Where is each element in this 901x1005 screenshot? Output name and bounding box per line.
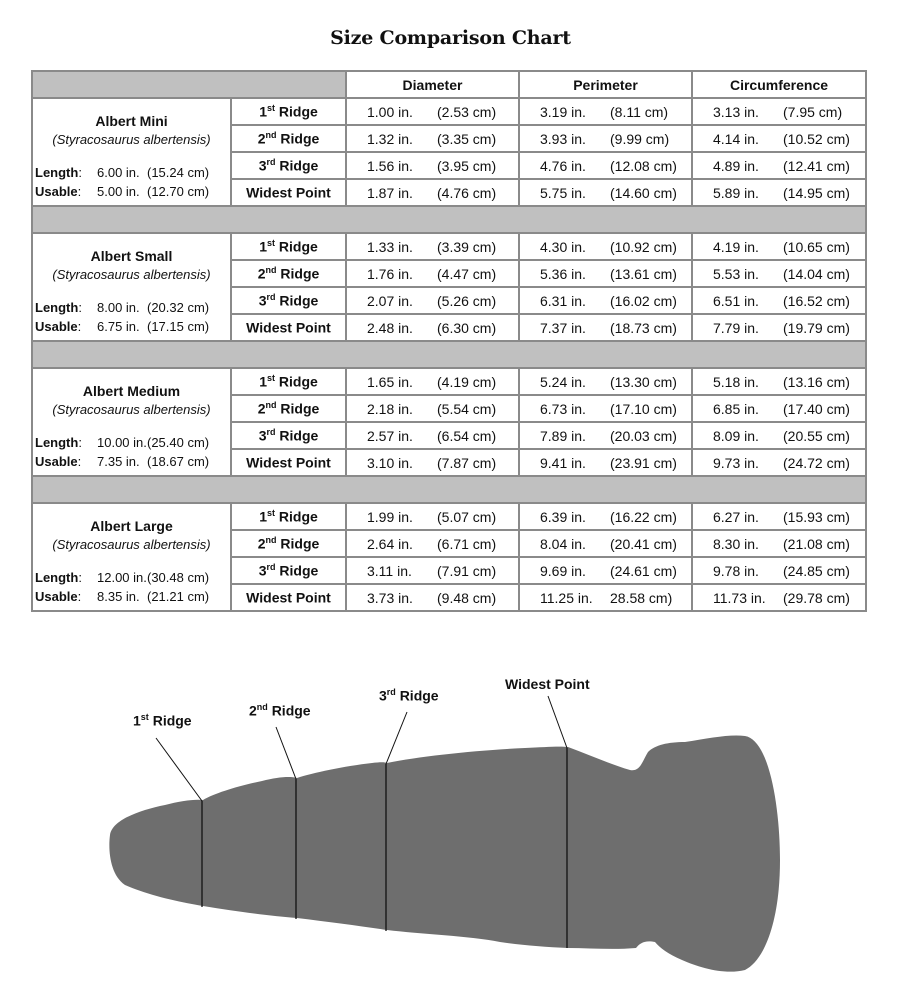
perimeter-value-cell <box>519 287 692 314</box>
part-word: Ridge <box>278 508 318 525</box>
circumference-inches: 4.89 in. <box>713 157 759 174</box>
measure-point-label <box>231 557 346 584</box>
length-label <box>35 568 97 587</box>
circumference-value-cell <box>692 395 866 422</box>
perimeter-centimeters: (14.60 cm) <box>610 184 677 201</box>
species-name: (Styracosaurus albertensis) <box>52 537 211 552</box>
diameter-value-cell <box>346 557 519 584</box>
usable-inches: 6.75 in. <box>97 319 140 334</box>
diameter-centimeters: (2.53 cm) <box>437 103 497 120</box>
diameter-centimeters: (6.71 cm) <box>437 535 497 552</box>
leader-line-widest <box>548 696 567 748</box>
measure-point-label <box>231 584 346 611</box>
perimeter-inches: 3.19 in. <box>540 103 586 120</box>
perimeter-centimeters: (18.73 cm) <box>610 319 677 336</box>
usable-inches: 8.35 in. <box>97 589 140 604</box>
perimeter-inches: 6.31 in. <box>540 292 586 309</box>
diameter-centimeters: (4.47 cm) <box>437 265 497 282</box>
length-centimeters: (30.48 cm) <box>147 570 210 585</box>
measure-point-label <box>231 449 346 476</box>
perimeter-value-cell <box>519 125 692 152</box>
circumference-value-cell <box>692 260 866 287</box>
circumference-inches: 11.73 in. <box>713 589 766 606</box>
colon: : <box>78 300 82 315</box>
measure-point-label <box>231 152 346 179</box>
circumference-inches: 6.85 in. <box>713 400 759 417</box>
part-number: 2 <box>257 130 266 147</box>
model-info-cell <box>32 98 231 206</box>
measure-point-label <box>231 395 346 422</box>
perimeter-value-cell <box>519 503 692 530</box>
part-number: 1 <box>259 373 267 390</box>
length-label <box>35 433 97 452</box>
model-info-cell <box>32 368 231 476</box>
column-header-circumference: Circumference <box>692 71 866 98</box>
part-number: 2 <box>257 535 266 552</box>
model-specs <box>33 298 230 336</box>
circumference-value-cell <box>692 287 866 314</box>
circumference-centimeters: (20.55 cm) <box>783 427 850 444</box>
part-ordinal-suffix: st <box>267 238 276 249</box>
perimeter-inches: 7.37 in. <box>540 319 586 336</box>
diameter-inches: 1.33 in. <box>367 238 413 255</box>
part-word: Ridge <box>278 238 318 255</box>
diameter-centimeters: (4.19 cm) <box>437 373 497 390</box>
group-separator-row <box>32 341 866 368</box>
length-inches: 10.00 in. <box>97 435 147 450</box>
circumference-centimeters: (17.40 cm) <box>783 400 850 417</box>
perimeter-value-cell <box>519 449 692 476</box>
circumference-centimeters: (14.95 cm) <box>783 184 850 201</box>
circumference-centimeters: (24.85 cm) <box>783 562 850 579</box>
chart-title: Size Comparison Chart <box>330 27 571 49</box>
perimeter-centimeters: (9.99 cm) <box>610 130 670 147</box>
diameter-centimeters: (7.91 cm) <box>437 562 497 579</box>
species-name: (Styracosaurus albertensis) <box>52 132 211 147</box>
part-number: 2 <box>257 265 266 282</box>
circumference-value-cell <box>692 557 866 584</box>
part-number: 1 <box>259 238 267 255</box>
diameter-value-cell <box>346 530 519 557</box>
length-centimeters: (20.32 cm) <box>147 300 210 315</box>
perimeter-inches: 5.75 in. <box>540 184 586 201</box>
table-row <box>32 503 866 530</box>
silhouette-shape <box>109 735 780 971</box>
perimeter-value-cell <box>519 422 692 449</box>
part-ordinal-suffix: nd <box>265 400 277 411</box>
diameter-inches: 3.73 in. <box>367 589 413 606</box>
perimeter-value-cell <box>519 557 692 584</box>
perimeter-inches: 4.76 in. <box>540 157 586 174</box>
diameter-centimeters: (4.76 cm) <box>437 184 497 201</box>
colon: : <box>78 435 82 450</box>
diameter-inches: 1.32 in. <box>367 130 413 147</box>
circumference-centimeters: (7.95 cm) <box>783 103 843 120</box>
part-ordinal-suffix: rd <box>266 292 276 303</box>
part-number: 3 <box>258 427 267 444</box>
perimeter-centimeters: 28.58 cm) <box>610 589 673 606</box>
diameter-inches: 3.10 in. <box>367 454 413 471</box>
circumference-value-cell <box>692 449 866 476</box>
diameter-centimeters: (5.26 cm) <box>437 292 497 309</box>
size-comparison-table <box>31 70 867 612</box>
circumference-inches: 8.30 in. <box>713 535 759 552</box>
usable-label <box>35 182 97 201</box>
usable-label <box>35 452 97 471</box>
perimeter-centimeters: (23.91 cm) <box>610 454 677 471</box>
diameter-centimeters: (3.95 cm) <box>437 157 497 174</box>
part-word: Ridge <box>278 103 318 120</box>
perimeter-centimeters: (13.30 cm) <box>610 373 677 390</box>
perimeter-value-cell <box>519 368 692 395</box>
measure-point-label <box>231 503 346 530</box>
circumference-inches: 4.14 in. <box>713 130 759 147</box>
length-spec <box>33 568 230 587</box>
usable-label <box>35 317 97 336</box>
separator-cell <box>32 206 866 233</box>
perimeter-value-cell <box>519 584 692 611</box>
diameter-inches: 2.07 in. <box>367 292 413 309</box>
circumference-value-cell <box>692 530 866 557</box>
length-label-text: Length <box>35 300 79 315</box>
diameter-centimeters: (5.54 cm) <box>437 400 497 417</box>
measure-point-label <box>231 314 346 341</box>
circumference-centimeters: (16.52 cm) <box>783 292 850 309</box>
header-row <box>32 71 866 98</box>
perimeter-centimeters: (20.03 cm) <box>610 427 677 444</box>
group-separator-row <box>32 476 866 503</box>
diameter-value-cell <box>346 503 519 530</box>
length-inches: 6.00 in. <box>97 165 140 180</box>
perimeter-centimeters: (20.41 cm) <box>610 535 677 552</box>
perimeter-centimeters: (16.02 cm) <box>610 292 677 309</box>
part-ordinal-suffix: nd <box>265 130 277 141</box>
circumference-value-cell <box>692 98 866 125</box>
circumference-value-cell <box>692 233 866 260</box>
circumference-inches: 6.27 in. <box>713 508 759 525</box>
usable-spec <box>33 317 230 336</box>
length-inches: 8.00 in. <box>97 300 140 315</box>
part-ordinal-suffix: st <box>267 508 276 519</box>
measure-point-label <box>231 260 346 287</box>
measure-point-label <box>231 287 346 314</box>
circumference-inches: 5.89 in. <box>713 184 759 201</box>
diameter-value-cell <box>346 395 519 422</box>
diameter-inches: 2.64 in. <box>367 535 413 552</box>
perimeter-inches: 4.30 in. <box>540 238 586 255</box>
circumference-centimeters: (10.65 cm) <box>783 238 850 255</box>
perimeter-inches: 5.24 in. <box>540 373 586 390</box>
length-spec <box>33 163 230 182</box>
model-name: Albert Medium <box>82 383 181 399</box>
part-ordinal-suffix: st <box>267 373 276 384</box>
usable-label-text: Usable <box>35 184 78 199</box>
length-centimeters: (25.40 cm) <box>147 435 210 450</box>
measure-point-label <box>231 368 346 395</box>
usable-centimeters: (18.67 cm) <box>147 454 210 469</box>
diameter-centimeters: (3.39 cm) <box>437 238 497 255</box>
model-specs <box>33 163 230 201</box>
diagram-label-widest-point: Widest Point <box>505 676 590 692</box>
perimeter-centimeters: (16.22 cm) <box>610 508 677 525</box>
diameter-centimeters: (7.87 cm) <box>437 454 497 471</box>
circumference-inches: 4.19 in. <box>713 238 759 255</box>
usable-centimeters: (21.21 cm) <box>147 589 210 604</box>
length-label-text: Length <box>35 165 79 180</box>
diameter-value-cell <box>346 287 519 314</box>
part-word: Ridge <box>280 265 320 282</box>
table-row <box>32 233 866 260</box>
perimeter-value-cell <box>519 98 692 125</box>
circumference-inches: 6.51 in. <box>713 292 759 309</box>
perimeter-centimeters: (8.11 cm) <box>610 103 669 120</box>
diameter-centimeters: (9.48 cm) <box>437 589 497 606</box>
measure-point-label <box>231 530 346 557</box>
circumference-inches: 9.78 in. <box>713 562 759 579</box>
perimeter-centimeters: (17.10 cm) <box>610 400 677 417</box>
diameter-value-cell <box>346 125 519 152</box>
part-word: Ridge <box>279 562 319 579</box>
usable-inches: 5.00 in. <box>97 184 140 199</box>
length-label-text: Length <box>35 435 79 450</box>
colon: : <box>78 570 82 585</box>
perimeter-inches: 6.39 in. <box>540 508 586 525</box>
usable-spec <box>33 587 230 606</box>
usable-spec <box>33 182 230 201</box>
diameter-inches: 2.57 in. <box>367 427 413 444</box>
diameter-inches: 2.48 in. <box>367 319 413 336</box>
circumference-inches: 8.09 in. <box>713 427 759 444</box>
species-name: (Styracosaurus albertensis) <box>52 402 211 417</box>
length-spec <box>33 298 230 317</box>
diameter-value-cell <box>346 422 519 449</box>
circumference-centimeters: (13.16 cm) <box>783 373 850 390</box>
circumference-inches: 5.18 in. <box>713 373 759 390</box>
model-name: Albert Mini <box>95 113 168 129</box>
part-number: 3 <box>258 157 267 174</box>
diameter-centimeters: (6.54 cm) <box>437 427 497 444</box>
circumference-inches: 3.13 in. <box>713 103 759 120</box>
part-ordinal-suffix: nd <box>265 265 277 276</box>
circumference-value-cell <box>692 584 866 611</box>
usable-label-text: Usable <box>35 589 78 604</box>
part-word: Widest Point <box>246 184 331 201</box>
perimeter-value-cell <box>519 260 692 287</box>
perimeter-inches: 11.25 in. <box>540 589 593 606</box>
perimeter-value-cell <box>519 233 692 260</box>
diameter-value-cell <box>346 233 519 260</box>
circumference-value-cell <box>692 179 866 206</box>
perimeter-value-cell <box>519 314 692 341</box>
perimeter-inches: 3.93 in. <box>540 130 586 147</box>
circumference-value-cell <box>692 125 866 152</box>
diagram-label-ridge-3: 3rd Ridge <box>379 687 439 704</box>
model-name: Albert Large <box>90 518 173 534</box>
model-info-cell <box>32 233 231 341</box>
usable-centimeters: (12.70 cm) <box>147 184 210 199</box>
part-number: 1 <box>259 103 267 120</box>
diagram-label-ridge-1: 1st Ridge <box>133 712 192 729</box>
measure-point-label <box>231 422 346 449</box>
perimeter-inches: 6.73 in. <box>540 400 586 417</box>
part-number: 3 <box>258 562 267 579</box>
leader-line-2 <box>276 727 296 779</box>
colon: : <box>77 589 82 604</box>
perimeter-centimeters: (13.61 cm) <box>610 265 677 282</box>
species-name: (Styracosaurus albertensis) <box>52 267 211 282</box>
perimeter-inches: 8.04 in. <box>540 535 586 552</box>
circumference-centimeters: (21.08 cm) <box>783 535 850 552</box>
length-label <box>35 163 97 182</box>
colon: : <box>77 319 82 334</box>
diameter-value-cell <box>346 314 519 341</box>
part-word: Widest Point <box>246 319 331 336</box>
perimeter-value-cell <box>519 530 692 557</box>
diameter-inches: 3.11 in. <box>367 562 412 579</box>
part-ordinal-suffix: st <box>267 103 276 114</box>
model-specs <box>33 433 230 471</box>
part-number: 3 <box>258 292 267 309</box>
part-word: Ridge <box>280 400 320 417</box>
measure-point-label <box>231 125 346 152</box>
diagram-label-ridge-2: 2nd Ridge <box>249 702 311 719</box>
diameter-value-cell <box>346 368 519 395</box>
ridge-diagram <box>0 660 901 1000</box>
perimeter-centimeters: (12.08 cm) <box>610 157 677 174</box>
length-centimeters: (15.24 cm) <box>147 165 210 180</box>
usable-label <box>35 587 97 606</box>
diameter-inches: 2.18 in. <box>367 400 413 417</box>
diameter-centimeters: (6.30 cm) <box>437 319 497 336</box>
perimeter-inches: 7.89 in. <box>540 427 586 444</box>
table-row <box>32 98 866 125</box>
length-inches: 12.00 in. <box>97 570 147 585</box>
part-word: Ridge <box>280 130 320 147</box>
diameter-inches: 1.65 in. <box>367 373 413 390</box>
usable-centimeters: (17.15 cm) <box>147 319 210 334</box>
leader-line-3 <box>386 712 407 764</box>
perimeter-inches: 5.36 in. <box>540 265 586 282</box>
diameter-inches: 1.56 in. <box>367 157 413 174</box>
model-specs <box>33 568 230 606</box>
usable-spec <box>33 452 230 471</box>
group-separator-row <box>32 206 866 233</box>
diameter-inches: 1.76 in. <box>367 265 413 282</box>
diameter-inches: 1.00 in. <box>367 103 413 120</box>
leader-line-1 <box>156 738 202 801</box>
diameter-centimeters: (3.35 cm) <box>437 130 497 147</box>
circumference-value-cell <box>692 314 866 341</box>
circumference-centimeters: (15.93 cm) <box>783 508 850 525</box>
perimeter-value-cell <box>519 395 692 422</box>
circumference-centimeters: (14.04 cm) <box>783 265 850 282</box>
diameter-value-cell <box>346 98 519 125</box>
separator-cell <box>32 341 866 368</box>
circumference-value-cell <box>692 422 866 449</box>
usable-inches: 7.35 in. <box>97 454 140 469</box>
part-ordinal-suffix: nd <box>265 535 277 546</box>
circumference-centimeters: (12.41 cm) <box>783 157 850 174</box>
circumference-centimeters: (19.79 cm) <box>783 319 850 336</box>
perimeter-value-cell <box>519 152 692 179</box>
length-label <box>35 298 97 317</box>
colon: : <box>77 184 82 199</box>
header-blank-cell <box>32 71 346 98</box>
part-ordinal-suffix: rd <box>266 157 276 168</box>
part-word: Ridge <box>279 292 319 309</box>
perimeter-inches: 9.41 in. <box>540 454 586 471</box>
part-ordinal-suffix: rd <box>266 427 276 438</box>
circumference-centimeters: (10.52 cm) <box>783 130 850 147</box>
circumference-centimeters: (24.72 cm) <box>783 454 850 471</box>
circumference-inches: 5.53 in. <box>713 265 759 282</box>
circumference-value-cell <box>692 368 866 395</box>
column-header-diameter: Diameter <box>346 71 519 98</box>
circumference-value-cell <box>692 152 866 179</box>
colon: : <box>77 454 82 469</box>
part-word: Widest Point <box>246 454 331 471</box>
circumference-value-cell <box>692 503 866 530</box>
measure-point-label <box>231 98 346 125</box>
measure-point-label <box>231 233 346 260</box>
diameter-value-cell <box>346 152 519 179</box>
measure-point-label <box>231 179 346 206</box>
perimeter-centimeters: (10.92 cm) <box>610 238 677 255</box>
circumference-inches: 7.79 in. <box>713 319 759 336</box>
diameter-centimeters: (5.07 cm) <box>437 508 497 525</box>
diameter-inches: 1.87 in. <box>367 184 413 201</box>
diameter-value-cell <box>346 584 519 611</box>
length-label-text: Length <box>35 570 79 585</box>
model-name: Albert Small <box>90 248 173 264</box>
perimeter-centimeters: (24.61 cm) <box>610 562 677 579</box>
length-spec <box>33 433 230 452</box>
part-number: 2 <box>257 400 266 417</box>
diameter-value-cell <box>346 449 519 476</box>
part-word: Ridge <box>280 535 320 552</box>
model-info-cell <box>32 503 231 611</box>
part-word: Ridge <box>278 373 318 390</box>
part-word: Ridge <box>279 427 319 444</box>
part-number: 1 <box>259 508 267 525</box>
diameter-value-cell <box>346 260 519 287</box>
usable-label-text: Usable <box>35 319 78 334</box>
part-word: Ridge <box>279 157 319 174</box>
circumference-inches: 9.73 in. <box>713 454 759 471</box>
table-row <box>32 368 866 395</box>
part-ordinal-suffix: rd <box>266 562 276 573</box>
colon: : <box>78 165 82 180</box>
part-word: Widest Point <box>246 589 331 606</box>
perimeter-value-cell <box>519 179 692 206</box>
column-header-perimeter: Perimeter <box>519 71 692 98</box>
diameter-inches: 1.99 in. <box>367 508 413 525</box>
perimeter-inches: 9.69 in. <box>540 562 586 579</box>
usable-label-text: Usable <box>35 454 78 469</box>
separator-cell <box>32 476 866 503</box>
product-silhouette <box>0 660 901 1000</box>
diameter-value-cell <box>346 179 519 206</box>
circumference-centimeters: (29.78 cm) <box>783 589 850 606</box>
